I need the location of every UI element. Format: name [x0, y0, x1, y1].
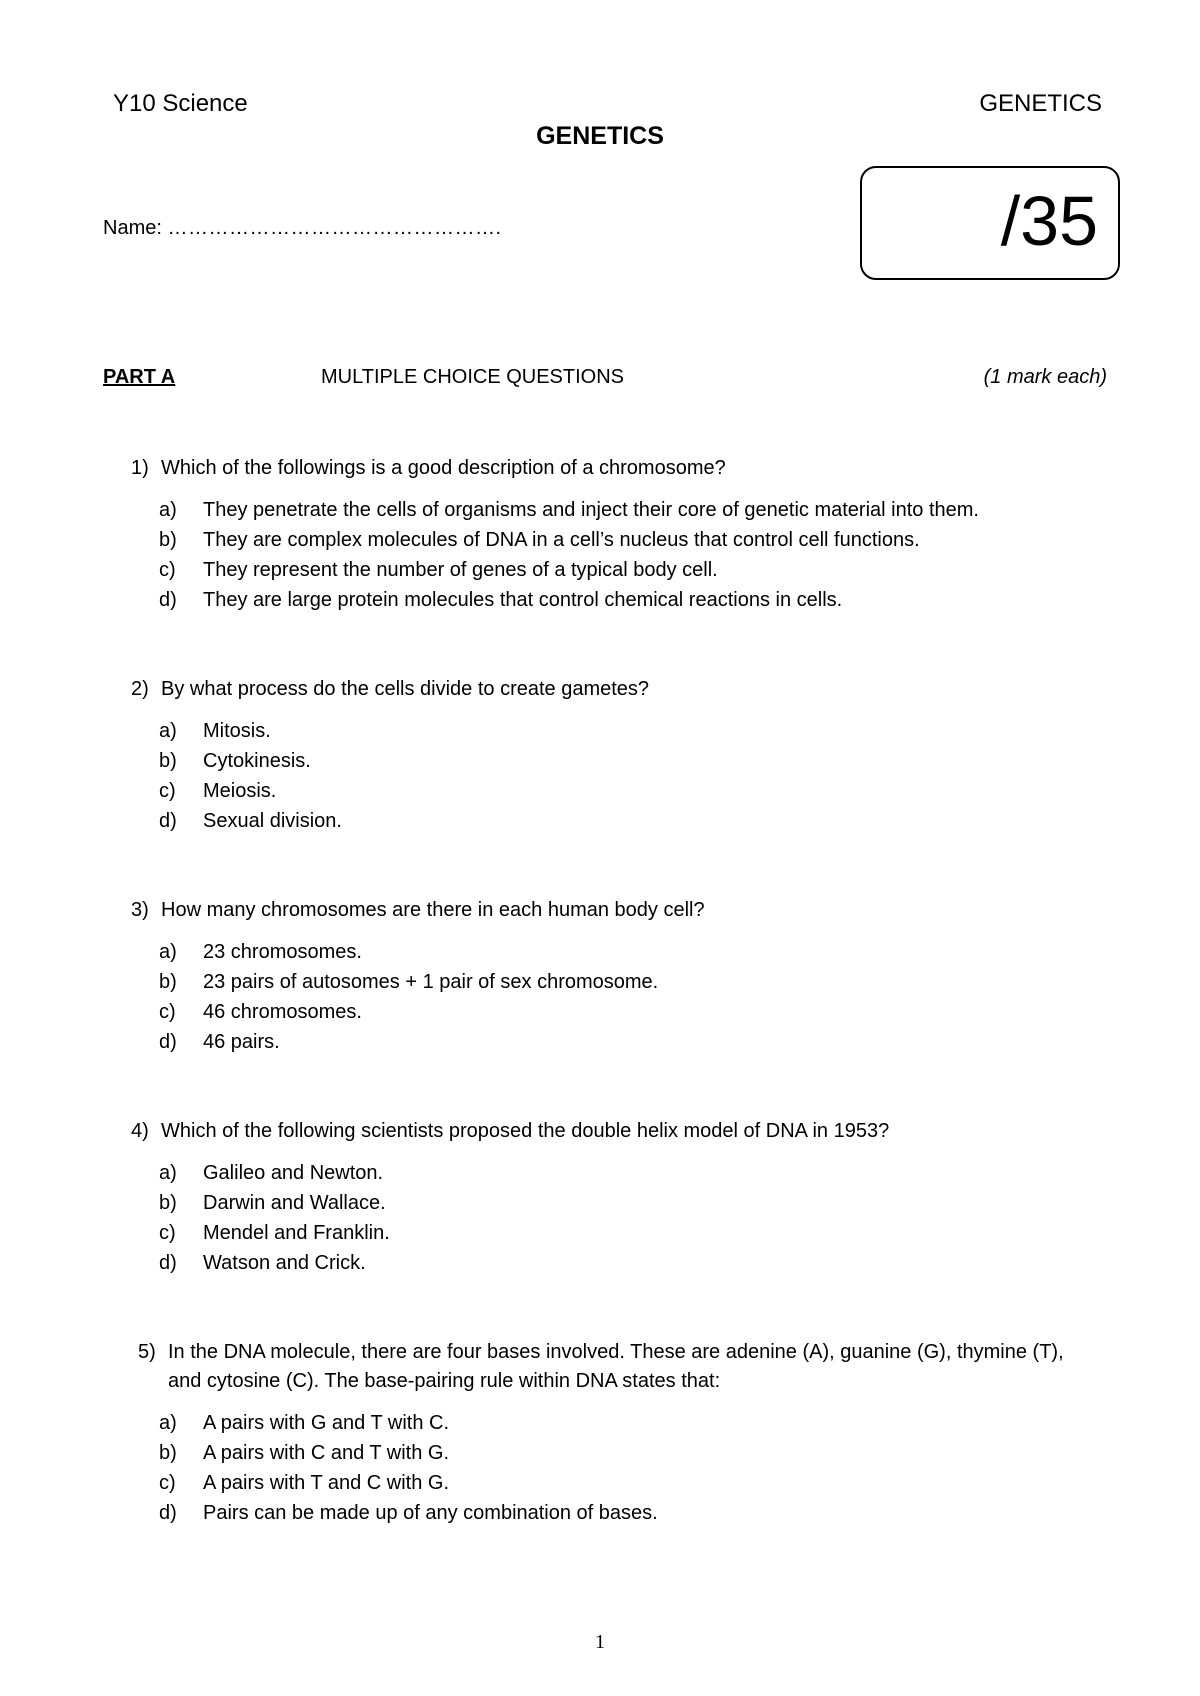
option-letter: c): [159, 1222, 176, 1244]
option-letter: a): [159, 1162, 177, 1184]
option-c[interactable]: [159, 1218, 1111, 1248]
option-text: 23 chromosomes.: [203, 941, 362, 963]
option-text: Mendel and Franklin.: [203, 1222, 390, 1244]
option-text: They are large protein molecules that control chemical reactions in cells.: [203, 589, 843, 611]
page-number: 1: [595, 1631, 605, 1653]
question-number: 4): [131, 1120, 149, 1142]
name-label: Name:: [103, 217, 162, 239]
option-c[interactable]: [159, 776, 1111, 806]
question-2: [131, 675, 1111, 836]
question-number: 3): [131, 899, 149, 921]
option-letter: b): [159, 1192, 177, 1214]
option-text: Darwin and Wallace.: [203, 1192, 386, 1214]
option-d[interactable]: [159, 1027, 1111, 1057]
header-topic: GENETICS: [979, 90, 1102, 117]
option-letter: d): [159, 1031, 177, 1053]
option-text: 46 pairs.: [203, 1031, 280, 1053]
option-b[interactable]: [159, 746, 1111, 776]
option-text: Galileo and Newton.: [203, 1162, 384, 1184]
option-a[interactable]: [159, 716, 1111, 746]
option-a[interactable]: [159, 937, 1111, 967]
question-text: By what process do the cells divide to create gametes?: [161, 678, 650, 700]
option-b[interactable]: [159, 1438, 1068, 1468]
option-a[interactable]: [159, 1158, 1111, 1188]
option-letter: c): [159, 1001, 176, 1023]
option-letter: c): [159, 559, 176, 581]
option-b[interactable]: [159, 525, 1111, 555]
option-text: A pairs with G and T with C.: [203, 1412, 450, 1434]
option-letter: a): [159, 499, 177, 521]
option-letter: c): [159, 780, 176, 802]
option-text: Sexual division.: [203, 810, 342, 832]
option-c[interactable]: [159, 555, 1111, 585]
part-title: MULTIPLE CHOICE QUESTIONS: [321, 366, 625, 388]
question-text: Which of the followings is a good description of a chromosome?: [161, 457, 726, 479]
option-letter: a): [159, 941, 177, 963]
option-d[interactable]: [159, 1248, 1111, 1278]
question-number: 5): [138, 1341, 156, 1363]
option-letter: a): [159, 720, 177, 742]
question-5: [138, 1338, 1068, 1528]
option-text: They are complex molecules of DNA in a cell’s nucleus that control cell functions.: [203, 529, 920, 551]
question-text: In the DNA molecule, there are four bases involved. These are adenine (A), guanine (G), thymine (T), and cytosine (C). The base-pairing rule within DNA states that:: [168, 1341, 1064, 1392]
option-d[interactable]: [159, 806, 1111, 836]
option-text: They represent the number of genes of a typical body cell.: [203, 559, 718, 581]
option-letter: a): [159, 1412, 177, 1434]
page-title: GENETICS: [536, 122, 664, 150]
option-text: A pairs with C and T with G.: [203, 1442, 450, 1464]
score-box: [860, 166, 1120, 280]
part-label: PART A: [103, 366, 176, 388]
option-text: A pairs with T and C with G.: [203, 1472, 450, 1494]
option-letter: d): [159, 810, 177, 832]
option-c[interactable]: [159, 1468, 1068, 1498]
option-text: 46 chromosomes.: [203, 1001, 362, 1023]
question-number: 2): [131, 678, 149, 700]
option-letter: b): [159, 750, 177, 772]
option-c[interactable]: [159, 997, 1111, 1027]
name-blank[interactable]: ………………………………………….: [167, 217, 502, 239]
header-subject: Y10 Science: [113, 90, 248, 117]
option-d[interactable]: [159, 1498, 1068, 1528]
question-4: [131, 1117, 1111, 1278]
option-text: 23 pairs of autosomes + 1 pair of sex chromosome.: [203, 971, 659, 993]
option-b[interactable]: [159, 1188, 1111, 1218]
question-text: Which of the following scientists proposed the double helix model of DNA in 1953?: [161, 1120, 890, 1142]
option-letter: c): [159, 1472, 176, 1494]
question-1: [131, 454, 1111, 615]
part-marks: (1 mark each): [983, 366, 1107, 388]
option-letter: b): [159, 529, 177, 551]
option-d[interactable]: [159, 585, 1111, 615]
option-text: Watson and Crick.: [203, 1252, 366, 1274]
question-text: How many chromosomes are there in each human body cell?: [161, 899, 705, 921]
option-letter: d): [159, 1502, 177, 1524]
option-text: Meiosis.: [203, 780, 277, 802]
option-letter: d): [159, 589, 177, 611]
option-letter: d): [159, 1252, 177, 1274]
option-a[interactable]: [159, 1408, 1068, 1438]
option-letter: b): [159, 971, 177, 993]
name-field[interactable]: [103, 217, 502, 240]
option-text: Cytokinesis.: [203, 750, 311, 772]
total-score: /35: [1000, 182, 1098, 260]
part-a-header: [103, 366, 1107, 394]
option-b[interactable]: [159, 967, 1111, 997]
question-number: 1): [131, 457, 149, 479]
option-text: Mitosis.: [203, 720, 271, 742]
option-text: Pairs can be made up of any combination of bases.: [203, 1502, 658, 1524]
option-text: They penetrate the cells of organisms and inject their core of genetic material into them.: [203, 499, 979, 521]
option-letter: b): [159, 1442, 177, 1464]
option-a[interactable]: [159, 495, 1111, 525]
question-3: [131, 896, 1111, 1057]
